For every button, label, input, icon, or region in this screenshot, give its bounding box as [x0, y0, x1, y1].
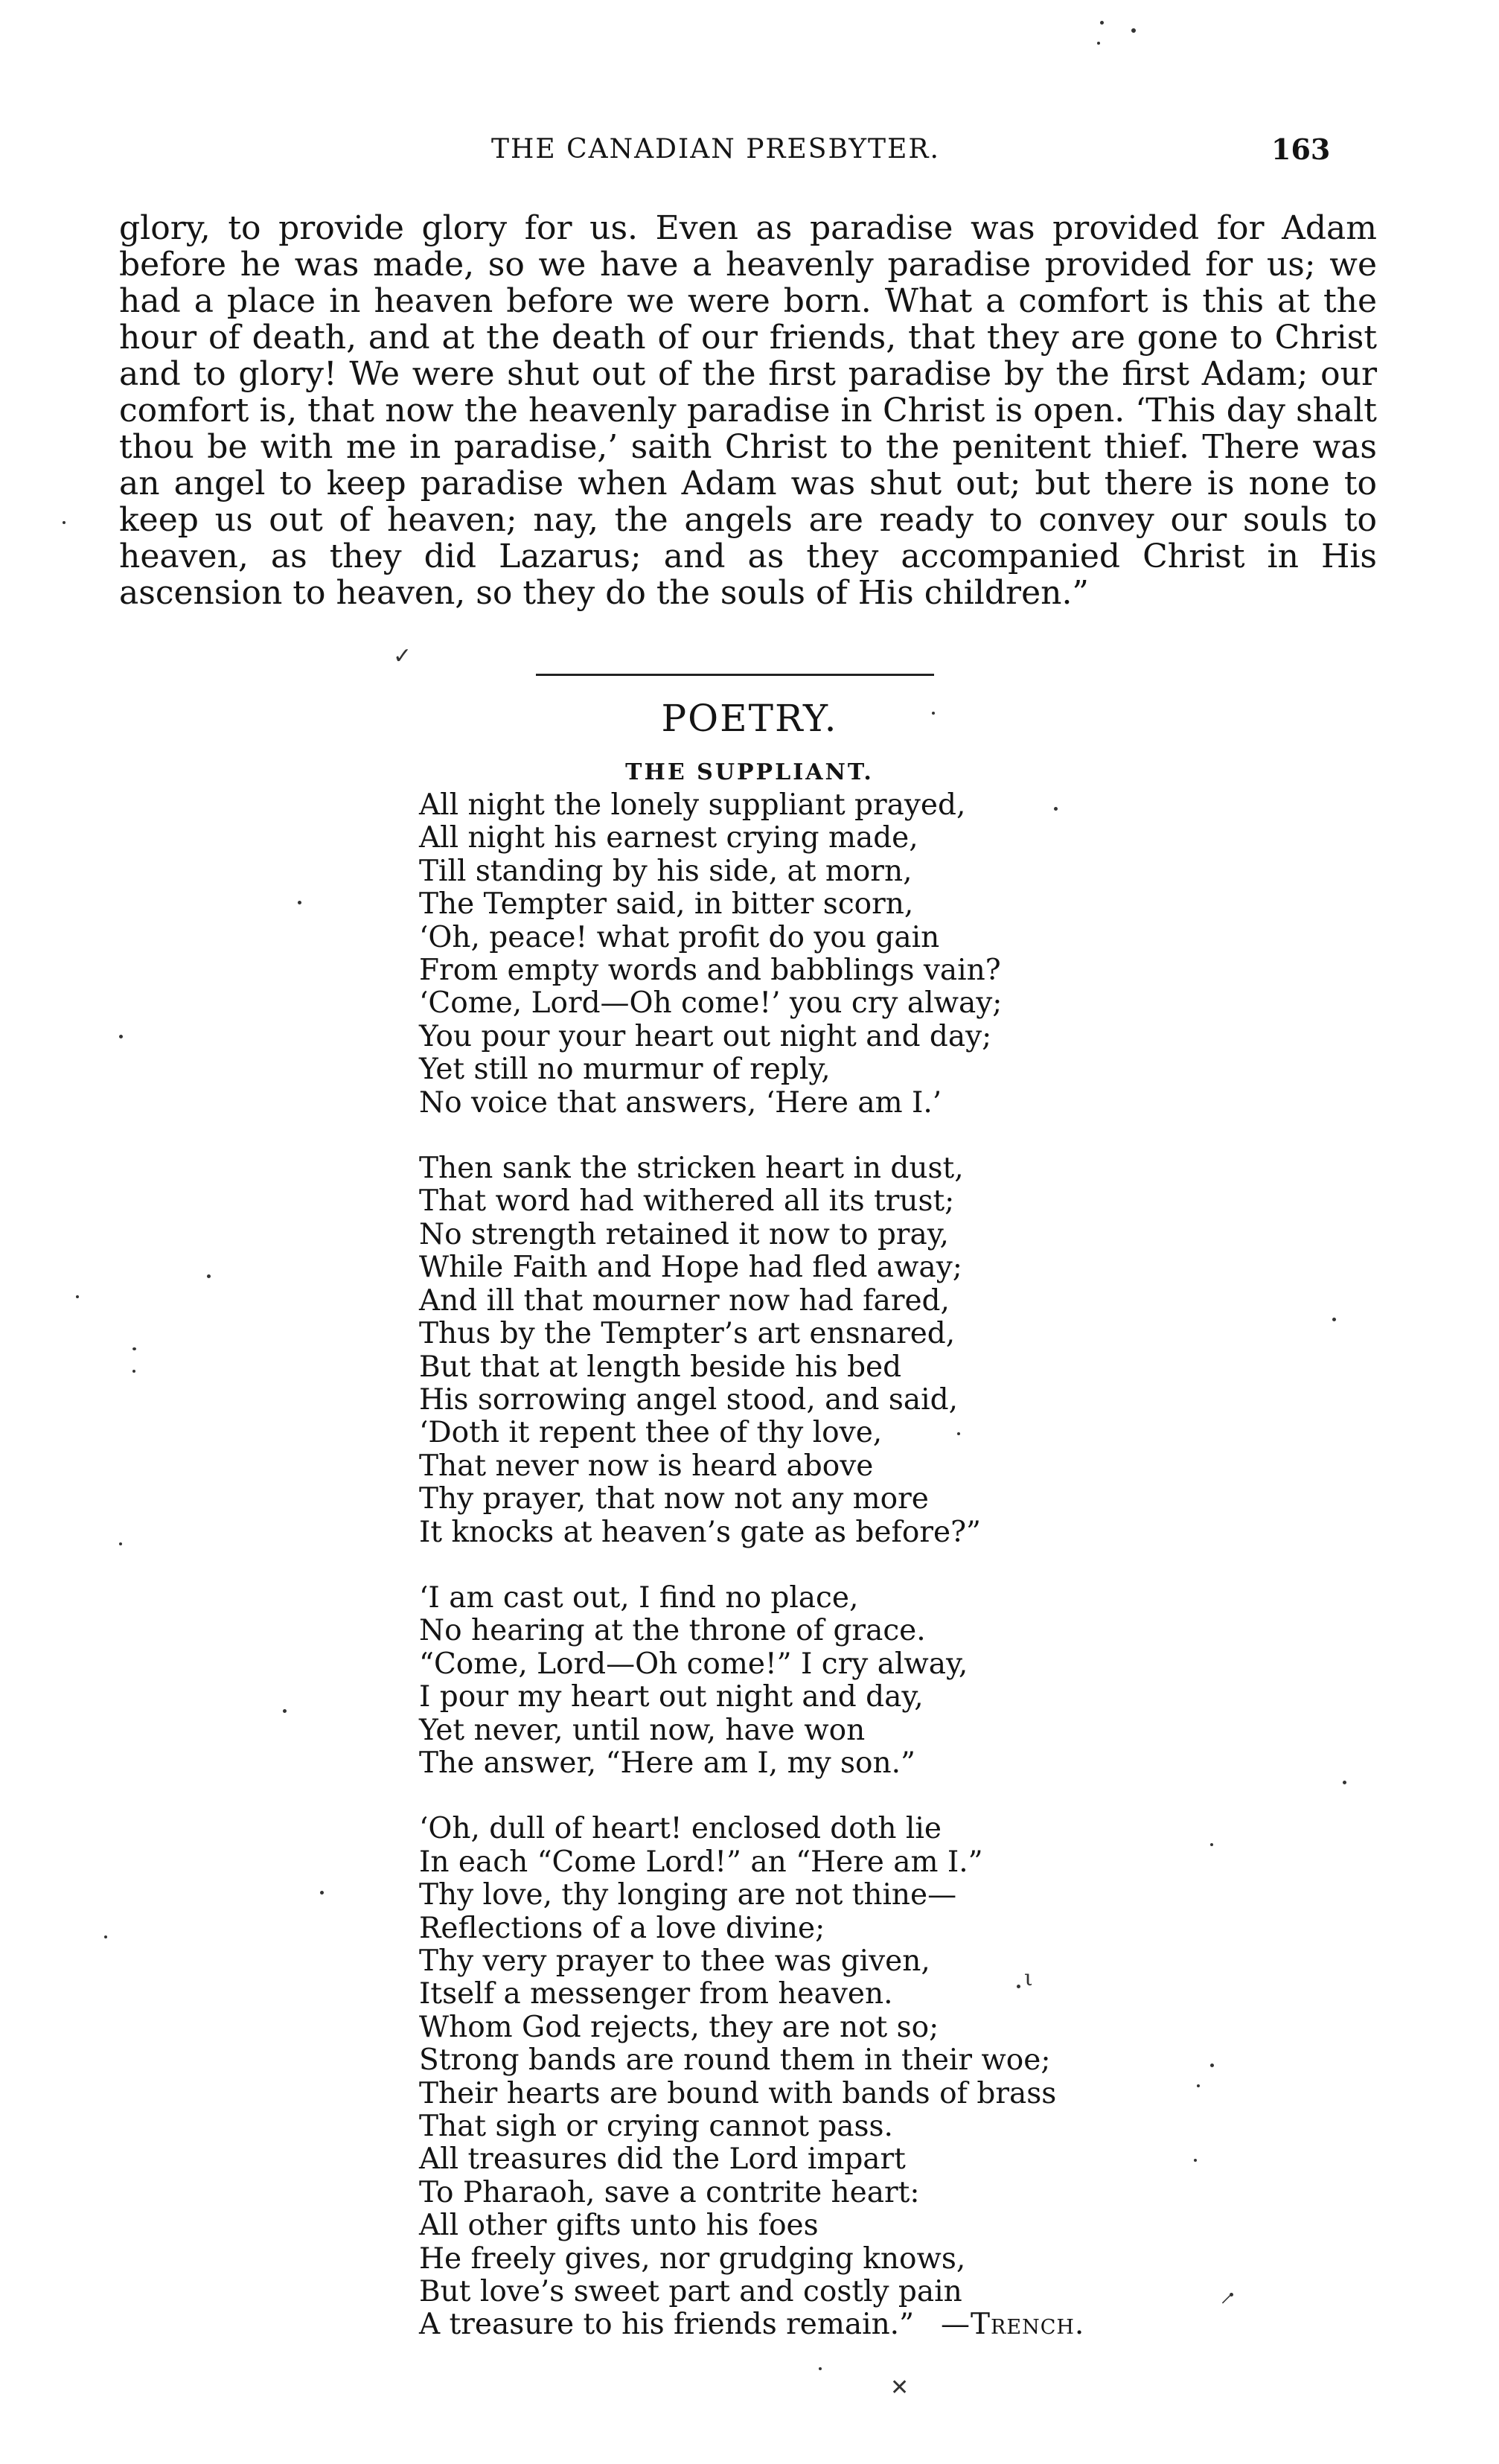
- poem-line: To Pharaoh, save a contrite heart:: [419, 2175, 920, 2209]
- poem-line: ‘Come, Lord—Oh come!’ you cry alway;: [419, 986, 1003, 1021]
- poem-line: Reflections of a love divine;: [419, 1911, 825, 1945]
- scan-speck: [207, 1274, 211, 1278]
- poem-line: No voice that answers, ‘Here am I.’: [419, 1085, 942, 1120]
- poem-line: ‘Doth it repent thee of thy love,: [419, 1416, 883, 1450]
- poem-line: The answer, “Here am I, my son.”: [419, 1746, 915, 1780]
- poem-line: But love’s sweet part and costly pain: [419, 2275, 962, 2309]
- section-divider: [536, 674, 934, 676]
- running-head: THE CANADIAN PRESBYTER.: [491, 134, 940, 165]
- margin-mark-icon: ι: [1024, 1965, 1033, 1991]
- poem-line: No strength retained it now to pray,: [419, 1217, 949, 1251]
- scan-speck: [76, 1295, 79, 1298]
- poem-line: Till standing by his side, at morn,: [419, 854, 912, 888]
- scan-speck: [1100, 21, 1104, 25]
- scan-speck: [320, 1891, 324, 1895]
- page-number: 163: [1271, 133, 1331, 166]
- poem-line: Thy love, thy longing are not thine—: [419, 1878, 957, 1912]
- poem-line: “Come, Lord—Oh come!” I cry alway,: [419, 1647, 968, 1681]
- poem-line: Whom God rejects, they are not so;: [419, 2010, 939, 2044]
- scan-speck: [1210, 2064, 1214, 2067]
- poem-line: All night the lonely suppliant prayed,: [419, 788, 966, 822]
- stanza-3: [419, 1582, 1312, 1780]
- poem-line: Itself a messenger from heaven.: [419, 1977, 893, 2011]
- poem-attribution: —Trench.: [941, 2308, 1085, 2342]
- stanza-4: [419, 1813, 1312, 2342]
- poem-line: It knocks at heaven’s gate as before?”: [419, 1515, 981, 1549]
- scan-speck: [119, 1542, 122, 1545]
- poem-line: From empty words and babblings vain?: [419, 954, 1001, 988]
- stanza-gap: [419, 1120, 1312, 1152]
- poem-line: The Tempter said, in bitter scorn,: [419, 887, 914, 922]
- poem-line-text: A treasure to his friends remain.”: [419, 2308, 915, 2342]
- poem-line: Yet never, until now, have won: [419, 1713, 866, 1747]
- poem-title: THE SUPPLIANT.: [625, 759, 874, 785]
- scan-speck: [932, 712, 935, 715]
- scan-speck: [298, 901, 301, 904]
- scan-speck: [819, 2367, 822, 2370]
- poem-line: Thy very prayer to thee was given,: [419, 1944, 930, 1978]
- poem-line: That word had withered all its trust;: [419, 1184, 955, 1219]
- prose-paragraph: glory, to provide glory for us. Even as paradise was provided for Adam before he was made, so we have a heavenly paradise provided for us; we had a place in heaven before we were born. What a comfort is this at the hour of death, and at the death of our friends, that they are gone to Christ and to glory! We were shut out of the first paradise by the first Adam; our comfort is, that now the heavenly paradise in Christ is open. ‘This day shalt thou be with me in paradise,’ saith Christ to the penitent thief. There was an angel to keep paradise when Adam was shut out; but there is none to keep us out of heaven; nay, the angels are ready to convey our souls to heaven, as they did Lazarus; and as they accompanied Christ in His ascension to heaven, so they do the souls of His children.”: [119, 209, 1377, 612]
- margin-mark-icon: ✓: [393, 643, 412, 669]
- poem-line: Strong bands are round them in their woe;: [419, 2043, 1051, 2078]
- scan-speck: [1131, 28, 1136, 33]
- poem-line: Thy prayer, that now not any more: [419, 1482, 929, 1516]
- poem-line: And ill that mourner now had fared,: [419, 1283, 950, 1318]
- scan-speck: [1332, 1318, 1336, 1321]
- scan-speck: [283, 1709, 287, 1713]
- scan-speck: [1097, 42, 1100, 45]
- scan-speck: [132, 1370, 135, 1373]
- poem-line: You pour your heart out night and day;: [419, 1019, 992, 1053]
- poem-line: While Faith and Hope had fled away;: [419, 1251, 962, 1285]
- scan-speck: [119, 1035, 123, 1038]
- poem-body: [419, 789, 1312, 2342]
- section-title: POETRY.: [661, 697, 838, 740]
- stanza-2: [419, 1152, 1312, 1549]
- poem-line: That never now is heard above: [419, 1449, 874, 1483]
- poem-line: No hearing at the throne of grace.: [419, 1614, 926, 1648]
- poem-line: I pour my heart out night and day,: [419, 1680, 924, 1714]
- poem-final-line: [419, 2308, 1312, 2341]
- poem-line: His sorrowing angel stood, and said,: [419, 1382, 959, 1417]
- poem-line: That sigh or crying cannot pass.: [419, 2110, 893, 2144]
- stanza-gap: [419, 1549, 1312, 1582]
- scan-speck: [1197, 2084, 1200, 2087]
- poem-line: He freely gives, nor grudging knows,: [419, 2241, 966, 2276]
- poem-line: In each “Come Lord!” an “Here am I.”: [419, 1845, 983, 1879]
- scan-speck: [1054, 807, 1058, 811]
- stanza-1: [419, 789, 1312, 1120]
- stanza-gap: [419, 1780, 1312, 1813]
- scan-speck: [1017, 1985, 1020, 1988]
- poem-line: All other gifts unto his foes: [419, 2209, 819, 2243]
- scan-speck: [104, 1935, 107, 1938]
- poem-line: All night his earnest crying made,: [419, 821, 918, 855]
- poem-line: Thus by the Tempter’s art ensnared,: [419, 1317, 956, 1351]
- poem-line: Then sank the stricken heart in dust,: [419, 1152, 964, 1186]
- poem-line: ‘I am cast out, I find no place,: [419, 1580, 859, 1615]
- scan-speck: [1194, 2159, 1197, 2162]
- poem-line: ‘Oh, dull of heart! enclosed doth lie: [419, 1812, 942, 1846]
- scan-speck: [957, 1432, 960, 1435]
- scan-speck: [1343, 1781, 1346, 1784]
- poem-line: ‘Oh, peace! what profit do you gain: [419, 920, 940, 954]
- poem-line: Their hearts are bound with bands of brass: [419, 2076, 1057, 2110]
- poem-line: Yet still no murmur of reply,: [419, 1053, 831, 1087]
- prose-continuation: [119, 210, 1377, 611]
- poem-line: All treasures did the Lord impart: [419, 2142, 906, 2177]
- margin-mark-icon: ⸝: [1221, 2282, 1232, 2308]
- scan-speck: [1210, 1843, 1213, 1846]
- poem-line: But that at length beside his bed: [419, 1350, 902, 1384]
- scan-speck: [132, 1347, 136, 1350]
- margin-mark-icon: ✕: [890, 2375, 910, 2401]
- scan-speck: [63, 521, 65, 524]
